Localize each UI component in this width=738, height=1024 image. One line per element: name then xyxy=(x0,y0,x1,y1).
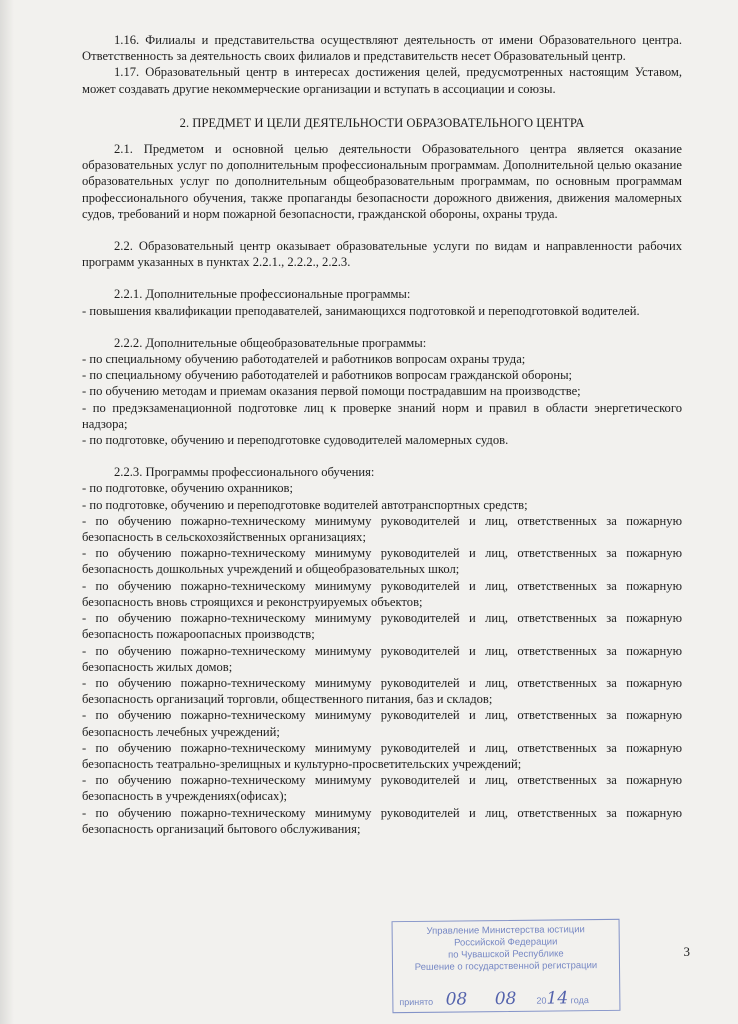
list-item: - по подготовке, обучению и переподготовке водителей автотранспортных средств; xyxy=(82,497,528,512)
stamp-line: Российской Федерации xyxy=(454,936,558,949)
paragraph-2-2-1-title: 2.2.1. Дополнительные профессиональные программы: xyxy=(114,287,411,302)
stamp-year-label: года xyxy=(570,995,589,1006)
list-item: - по обучению пожарно-техническому минимуму руководителей и лиц, ответственных за пожарную безопасность жилых домов; xyxy=(82,643,682,674)
list-item: - по обучению пожарно-техническому минимуму руководителей и лиц, ответственных за пожарную безопасность в учреждениях(офисах); xyxy=(82,773,682,804)
registration-stamp xyxy=(392,919,621,1013)
list-item: - по обучению пожарно-техническому минимуму руководителей и лиц, ответственных за пожарную безопасность лечебных учреждений; xyxy=(82,708,682,739)
list-item: - по подготовке, обучению и переподготовке судоводителей маломерных судов. xyxy=(82,433,509,448)
paragraph-2-1: 2.1. Предметом и основной целью деятельности Образовательного центра является оказание образовательных услуг по дополнительным профессиональным программам. Дополнительной целью оказание образовательных услуг по дополнительным общеобразовательным программам, по основным программам профессионального обучения, также пропаганды безопасности дорожного движения, движения маломерных судов, требований и норм пожарной безопасности, гражданской обороны, охраны труда. xyxy=(82,142,682,221)
paragraph-2-2-2-title: 2.2.2. Дополнительные общеобразовательные программы: xyxy=(114,335,427,350)
list-item: - по специальному обучению работодателей и работников вопросам охраны труда; xyxy=(82,352,526,367)
stamp-date-label: принято xyxy=(399,996,434,1008)
paragraph-1-16: 1.16. Филиалы и представительства осуществляют деятельность от имени Образовательного центра. Ответственность за деятельность своих филиалов и представительств несет Образовательный центр. xyxy=(82,33,682,64)
paragraph-1-17: 1.17. Образовательный центр в интересах достижения целей, предусмотренных настоящим Уставом, может создавать другие некоммерческие организации и вступать в ассоциации и союзы. xyxy=(82,65,682,96)
list-item: - по обучению пожарно-техническому минимуму руководителей и лиц, ответственных за пожарную безопасность дошкольных учреждений и общеобразовательных школ; xyxy=(82,546,682,577)
stamp-year-prefix: 20 xyxy=(536,995,547,1006)
list-item: - по подготовке, обучению охранников; xyxy=(82,481,293,496)
paragraph-2-2: 2.2. Образовательный центр оказывает образовательные услуги по видам и направленности рабочих программ указанных в пунктах 2.2.1., 2.2.2., 2.2.3. xyxy=(82,239,682,270)
list-item: - по обучению пожарно-техническому минимуму руководителей и лиц, ответственных за пожарную безопасность в сельскохозяйственных организациях; xyxy=(82,513,682,545)
stamp-line: Решение о государственной регистрации xyxy=(414,960,598,973)
list-item: - по специальному обучению работодателей и работников вопросам гражданской обороны; xyxy=(82,368,573,383)
stamp-line: по Чувашской Республике xyxy=(448,948,564,961)
section-heading: 2. ПРЕДМЕТ И ЦЕЛИ ДЕЯТЕЛЬНОСТИ ОБРАЗОВАТЕЛЬНОГО ЦЕНТРА xyxy=(179,115,585,130)
list-item: - по обучению пожарно-техническому минимуму руководителей и лиц, ответственных за пожарную безопасность театрально-зрелищных и культурно-просветительских учреждений; xyxy=(82,740,682,771)
paragraph-2-2-3-title: 2.2.3. Программы профессионального обучения: xyxy=(114,465,375,480)
list-item: - по обучению пожарно-техническому минимуму руководителей и лиц, ответственных за пожарную безопасность пожароопасных производств; xyxy=(82,611,682,642)
stamp-line: Управление Министерства юстиции xyxy=(426,924,585,937)
stamp-day: 08 xyxy=(445,989,468,1010)
list-item: - по обучению пожарно-техническому минимуму руководителей и лиц, ответственных за пожарную безопасность вновь строящихся и реконструируемых объектов; xyxy=(82,578,682,609)
list-item: - по предэкзаменационной подготовке лиц к проверке знаний норм и правил в области энергетического надзора; xyxy=(82,400,682,431)
stamp-month: 08 xyxy=(494,988,517,1010)
list-item: - по обучению пожарно-техническому минимуму руководителей и лиц, ответственных за пожарную безопасность организаций бытового обслуживания; xyxy=(82,805,682,836)
list-item: - по обучению пожарно-техническому минимуму руководителей и лиц, ответственных за пожарную безопасность организаций торговли, общественного питания, баз и складов; xyxy=(82,675,682,707)
stamp-date-line xyxy=(399,988,613,1010)
stamp-year: 14 xyxy=(546,988,569,1009)
scan-shadow xyxy=(0,0,14,1024)
list-item: - повышения квалификации преподавателей, занимающихся подготовкой и переподготовкой водителей. xyxy=(82,303,640,318)
list-item: - по обучению методам и приемам оказания первой помощи пострадавшим на производстве; xyxy=(82,384,581,399)
document-body xyxy=(82,32,682,837)
page-number: 3 xyxy=(683,944,690,959)
